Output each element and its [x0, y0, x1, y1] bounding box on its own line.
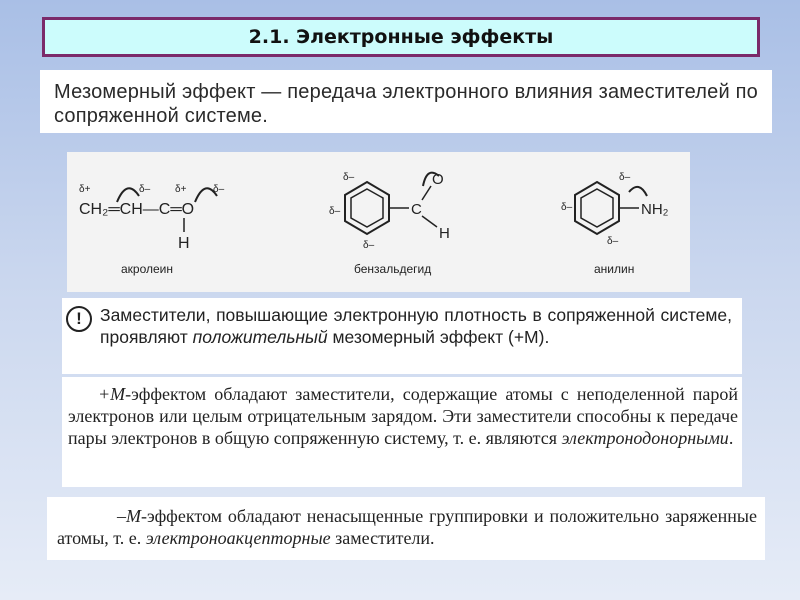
plus-m-end: .: [728, 428, 734, 448]
warning-text-italic: положительный: [192, 327, 328, 347]
acrolein-h: H: [178, 235, 190, 252]
benzaldehyde-o: O: [432, 171, 444, 188]
chemistry-panel: [67, 152, 690, 292]
warning-text-after: мезомерный эффект (+М).: [327, 327, 550, 347]
benzaldehyde-bond-o: [422, 186, 431, 200]
plus-m-panel: [62, 377, 742, 487]
aniline-delta-1: δ–: [619, 172, 631, 183]
benzaldehyde-ring-inner: [351, 189, 383, 227]
aniline-delta-3: δ–: [607, 236, 619, 247]
benzaldehyde-h: H: [439, 225, 450, 242]
definition-text: Мезомерный эффект — передача электронного влияния заместителей по сопряженной системе.: [54, 81, 758, 127]
acrolein-chain: CH₂═CH—C═O: [79, 201, 195, 218]
acrolein-label: акролеин: [121, 262, 174, 276]
warning-icon: !: [66, 306, 92, 332]
plus-m-text: [68, 383, 738, 449]
minus-m-italic: электроноакцепторные: [145, 528, 331, 548]
benzaldehyde-c: C: [411, 201, 422, 218]
warning-text-before: Заместители, повышающие электронную плотность в сопряженной системе, проявляют: [100, 305, 732, 347]
minus-m-text: [57, 505, 757, 549]
benzaldehyde-delta-2: δ–: [329, 206, 341, 217]
acrolein-arrow-1: [117, 188, 139, 202]
plus-m-lead: +М: [98, 384, 126, 404]
page-title: 2.1. Электронные эффекты: [248, 26, 554, 48]
aniline-delta-2: δ–: [561, 202, 573, 213]
benzaldehyde-structure: [329, 171, 450, 276]
warning-panel: [62, 298, 742, 374]
aniline-ring-inner: [581, 189, 613, 227]
benzaldehyde-delta-1: δ–: [343, 172, 355, 183]
acrolein-structure: [79, 184, 225, 276]
minus-m-lead: –М: [117, 506, 141, 526]
aniline-structure: [561, 172, 669, 276]
minus-m-body: -эффектом обладают ненасыщенные группировки и положительно заряженные атомы, т. е.: [57, 506, 757, 548]
benzaldehyde-bond-h: [422, 216, 437, 227]
acrolein-delta-1: δ+: [79, 184, 91, 195]
plus-m-italic: электронодонорными: [561, 428, 729, 448]
minus-m-end: заместители.: [330, 528, 435, 548]
title-banner: [42, 17, 760, 57]
aniline-nh2: NH₂: [641, 201, 669, 218]
warning-text: [100, 304, 732, 348]
aniline-arrow: [629, 187, 647, 196]
definition-panel: [40, 70, 772, 133]
aniline-label: анилин: [594, 262, 635, 276]
acrolein-delta-3: δ+: [175, 184, 187, 195]
benzaldehyde-delta-3: δ–: [363, 240, 375, 251]
benzaldehyde-label: бензальдегид: [354, 262, 432, 276]
acrolein-delta-2: δ–: [139, 184, 151, 195]
acrolein-delta-4: δ–: [213, 184, 225, 195]
plus-m-body: -эффектом обладают заместители, содержащие атомы с неподеленной парой электронов или целым отрицательным зарядом. Эти заместители способны к передаче пары электронов в общую сопряженную систему, т. е. являются: [68, 384, 738, 448]
minus-m-panel: [47, 497, 765, 560]
